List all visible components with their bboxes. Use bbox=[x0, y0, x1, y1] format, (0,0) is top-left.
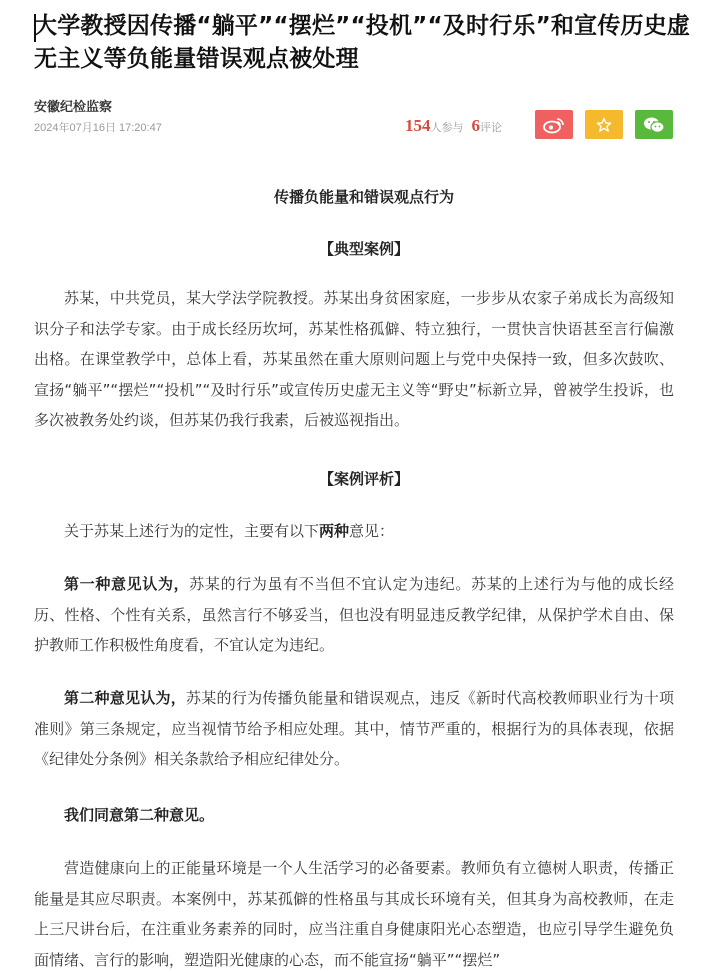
opinion-two-paragraph bbox=[34, 683, 674, 775]
conclusion-paragraph: 我们同意第二种意见。 bbox=[64, 806, 215, 824]
article-source[interactable]: 安徽纪检监察 bbox=[34, 100, 113, 115]
participants-count: 154 bbox=[405, 116, 431, 135]
case-paragraph: 苏某，中共党员，某大学法学院教授。苏某出身贫困家庭，一步步从农家子弟成长为高级知识分子和法学专家。由于成长经历坎坷，苏某性格孤僻、特立独行，一贯快言快语甚至言行偏激出格。在课堂教学中，总体上看，苏某虽然在重大原则问题上与党中央保持一致，但多次鼓吹、宣扬“躺平”“摆烂”“投机”“及时行乐”或宣传历史虚无主义等“野史”标新立异，曾被学生投诉，也多次被教务处约谈，但苏某仍我行我素，后被巡视指出。 bbox=[34, 289, 674, 429]
opinions-intro bbox=[34, 516, 674, 547]
section-typical-case: 【典型案例】 bbox=[318, 240, 409, 258]
article-stats bbox=[405, 116, 502, 136]
favorite-button[interactable] bbox=[585, 110, 623, 139]
comments-count[interactable]: 6 bbox=[471, 116, 480, 135]
share-weibo-button[interactable] bbox=[535, 110, 573, 139]
section-case-analysis: 【案例评析】 bbox=[318, 470, 409, 488]
share-wechat-button[interactable] bbox=[635, 110, 673, 139]
intro-text-end: 意见： bbox=[349, 522, 395, 540]
article-title: 大学教授因传播“躺平”“摆烂”“投机”“及时行乐”和宣传历史虚无主义等负能量错误观点被处理 bbox=[34, 13, 691, 72]
article-datetime: 2024年07月16日 17:20:47 bbox=[34, 122, 162, 134]
opinion-one-text: 苏某的行为虽有不当但不宜认定为违纪。苏某的上述行为与他的成长经历、性格、个性有关系，虽然言行不够妥当，但也没有明显违反教学纪律，从保护学术自由、保护教师工作积极性角度看，不宜认定为违纪。 bbox=[34, 575, 674, 654]
star-icon bbox=[596, 117, 612, 133]
weibo-icon bbox=[543, 116, 565, 134]
intro-text: 关于苏某上述行为的定性，主要有以下 bbox=[64, 522, 320, 540]
final-paragraph: 营造健康向上的正能量环境是一个人生活学习的必备要素。教师负有立德树人职责，传播正能量是其应尽职责。本案例中，苏某孤僻的性格虽与其成长环境有关，但其身为高校教师，在走上三尺讲台后，在注重业务素养的同时，应当注重自身健康阳光心态塑造，也应引导学生避免负面情绪、言行的影响，塑造阳光健康的心态，而不能宣扬“躺平”“摆烂” bbox=[34, 859, 674, 969]
opinion-one-paragraph bbox=[34, 569, 674, 661]
opinion-one-lead: 第一种意见认为， bbox=[64, 575, 190, 593]
participants-label: 人参与 bbox=[430, 121, 464, 134]
opinion-two-text: 苏某的行为传播负能量和错误观点，违反《新时代高校教师职业行为十项准则》第三条规定，应当视情节给予相应处理。其中，情节严重的，根据行为的具体表现，依据《纪律处分条例》相关条款给予相应纪律处分。 bbox=[34, 689, 674, 768]
intro-emphasis: 两种 bbox=[319, 522, 350, 540]
wechat-icon bbox=[643, 116, 665, 134]
comments-label[interactable]: 评论 bbox=[480, 121, 502, 134]
opinion-two-lead: 第二种意见认为， bbox=[64, 689, 187, 707]
article-heading: 传播负能量和错误观点行为 bbox=[273, 188, 454, 206]
